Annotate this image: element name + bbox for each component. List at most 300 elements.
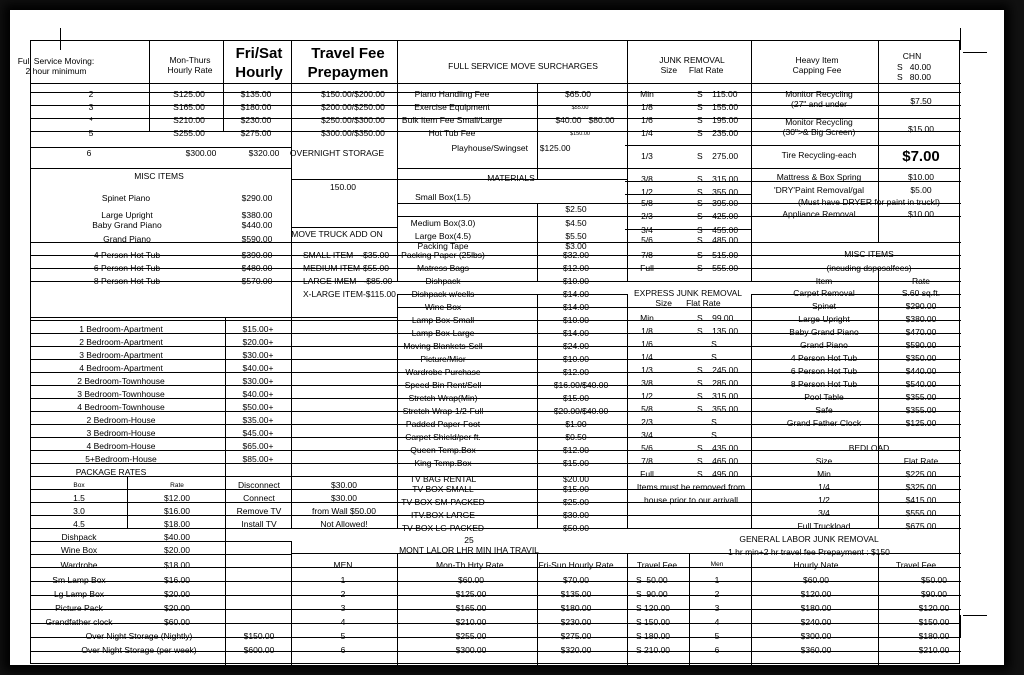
table-cell: 3/8 bbox=[641, 174, 653, 184]
table-cell: Packing Paper (25lbs) bbox=[401, 250, 485, 260]
table-cell: $30.00+ bbox=[242, 376, 274, 386]
table-cell: 5 bbox=[88, 128, 94, 138]
table-cell: Large Box(4.5) Packing Tape bbox=[414, 231, 472, 251]
table-cell: $16.00 bbox=[164, 506, 190, 516]
table-cell: $300.00/$350.00 bbox=[321, 128, 385, 138]
table-cell: $5.50 $3.00 bbox=[565, 231, 587, 251]
table-cell: $300.00 bbox=[455, 645, 487, 655]
grid-line-vertical bbox=[751, 553, 752, 665]
grid-line-horizontal bbox=[31, 450, 961, 451]
table-cell: S 150.00 bbox=[636, 617, 671, 627]
table-cell: 25 MONT LALOR LHR MIN IHA TRAVIL bbox=[399, 535, 539, 555]
table-cell: TV BOX LG-PACKED bbox=[401, 523, 485, 533]
table-cell: 5/8 bbox=[641, 198, 653, 208]
table-cell: 4 bbox=[89, 117, 93, 123]
table-cell: 1 hr min+2 hr travel fee Prepayment : $150 bbox=[728, 547, 890, 557]
table-cell: Men bbox=[710, 561, 724, 568]
table-cell: Medium Box(3.0) bbox=[410, 218, 476, 228]
table-cell: Grand Father Clock bbox=[786, 418, 862, 428]
table-cell: S 555.00 bbox=[697, 263, 739, 273]
table-cell: Pool Table bbox=[804, 392, 844, 402]
table-cell: Monitor Recycling (30">& Big Screen) bbox=[782, 117, 856, 137]
grid-line-horizontal bbox=[31, 317, 397, 318]
table-cell: $20.00 $15.00 bbox=[563, 474, 589, 494]
table-cell: Full Truckload bbox=[797, 521, 851, 531]
table-cell: 3 Bedroom-Townhouse bbox=[77, 389, 165, 399]
table-cell: Safe bbox=[815, 405, 833, 415]
table-cell: Dishpack w/cells bbox=[411, 289, 475, 299]
table-cell: $125.00 bbox=[455, 589, 487, 599]
table-cell: 3/4 bbox=[641, 430, 653, 440]
table-cell: $60.00 bbox=[803, 575, 829, 585]
table-cell: 3.0 bbox=[73, 506, 85, 516]
table-cell: 3/8 bbox=[641, 378, 653, 388]
table-cell: TV BAG RENTAL TV BOX SMALL bbox=[409, 474, 477, 494]
table-cell: $60.00 bbox=[164, 617, 190, 627]
table-cell: S 50.00 bbox=[636, 575, 668, 585]
table-cell: S bbox=[711, 339, 717, 349]
table-cell: Exercise Equipment bbox=[414, 102, 490, 112]
table-cell: $12.00 bbox=[563, 445, 589, 455]
table-cell: $180.00 bbox=[800, 603, 832, 613]
table-cell: 3 bbox=[714, 603, 720, 613]
table-cell: Heavy Item Capping Fee bbox=[792, 55, 842, 75]
table-cell: $120.00 bbox=[918, 603, 950, 613]
table-cell: 5+Bedroom-House bbox=[85, 454, 157, 464]
table-cell: Stretch Wrap-1/2-Full bbox=[402, 406, 484, 416]
table-cell: $30.00+ bbox=[242, 350, 274, 360]
table-cell: Appliance Removal bbox=[782, 209, 856, 219]
table-cell: $65.00 bbox=[565, 89, 591, 99]
table-cell: Grand Piano bbox=[800, 340, 848, 350]
table-cell: $16.00/$40.00 bbox=[553, 380, 609, 390]
table-cell: 5/6 bbox=[641, 443, 653, 453]
table-cell: Remove TV bbox=[236, 506, 282, 516]
table-cell: $0.50 bbox=[565, 432, 587, 442]
grid-line-vertical bbox=[751, 41, 752, 281]
grid-line-horizontal bbox=[291, 227, 397, 228]
grid-line-horizontal bbox=[31, 268, 961, 269]
price-sheet-table bbox=[17, 40, 960, 664]
table-cell: 5/8 bbox=[641, 404, 653, 414]
table-cell: 6 Person Hot Tub bbox=[93, 263, 161, 273]
table-cell: Fri-Sun Hourly Rate bbox=[538, 560, 614, 570]
table-cell: Dishpack bbox=[425, 276, 461, 286]
table-cell: $200.00/$250.00 bbox=[321, 102, 385, 112]
table-cell: $30.00 bbox=[331, 480, 357, 490]
table-cell: $7.00 bbox=[902, 148, 940, 165]
table-cell: Hourly Nate bbox=[793, 560, 839, 570]
table-cell: CHN bbox=[902, 51, 922, 61]
table-cell: $10.00 bbox=[563, 276, 589, 286]
table-cell: 2 Bedroom-Apartment bbox=[79, 337, 163, 347]
grid-line-vertical bbox=[878, 268, 879, 528]
table-cell: Travel Fee Prepaymen bbox=[307, 45, 389, 81]
table-cell: $150.00/$200.00 bbox=[321, 89, 385, 99]
table-cell: $300.00 bbox=[800, 631, 832, 641]
table-cell: S bbox=[711, 430, 717, 440]
table-cell: $240.00 bbox=[800, 617, 832, 627]
table-cell: FULL SERVICE MOVE SURCHARGES bbox=[448, 61, 598, 71]
table-cell: S 195.00 bbox=[697, 115, 739, 125]
table-cell: S 245.00 bbox=[697, 365, 739, 375]
table-cell: Matress Bags bbox=[417, 263, 469, 273]
grid-line-vertical bbox=[627, 41, 628, 281]
table-cell: Carpet Removal bbox=[793, 288, 855, 298]
table-cell: $225.00 bbox=[905, 469, 937, 479]
table-cell: MISC ITEMS bbox=[844, 249, 894, 259]
grid-line-vertical bbox=[627, 294, 628, 528]
table-cell: 8 Person Hot Tub bbox=[93, 276, 161, 286]
table-cell: from Wall $50.00 bbox=[312, 506, 376, 516]
table-cell: $675.00 bbox=[905, 521, 937, 531]
table-cell: S 465.00 bbox=[697, 456, 739, 466]
crop-mark bbox=[60, 28, 61, 50]
table-cell: Wardrobe bbox=[60, 560, 98, 570]
table-cell: $30.00 bbox=[331, 493, 357, 503]
table-cell: $5.00 bbox=[910, 185, 932, 195]
table-cell: S 355.00 bbox=[697, 404, 739, 414]
table-cell: Not Allowed! bbox=[320, 519, 368, 529]
table-cell: $150.00 bbox=[243, 631, 275, 641]
table-cell: BEDLOAD bbox=[848, 443, 890, 453]
table-cell: $85.00+ bbox=[242, 454, 274, 464]
table-cell: S255.00 bbox=[173, 128, 205, 138]
grid-line-horizontal bbox=[291, 179, 397, 180]
table-cell: $180.00 bbox=[918, 631, 950, 641]
table-cell: $50.00+ bbox=[242, 402, 274, 412]
table-cell: S 495.00 bbox=[697, 469, 739, 479]
table-cell: $70.00 bbox=[563, 575, 589, 585]
table-cell: 1/2 bbox=[641, 187, 653, 197]
table-cell: 1 bbox=[340, 575, 346, 585]
table-cell: $165.00 bbox=[455, 603, 487, 613]
table-cell: Over Night Storage (Nightly) bbox=[85, 631, 193, 641]
table-cell: $360.00 bbox=[800, 645, 832, 655]
table-cell: 1/8 bbox=[641, 326, 653, 336]
table-cell: 4 Bedroom-Apartment bbox=[79, 363, 163, 373]
table-cell: 1/2 bbox=[641, 391, 653, 401]
table-cell: EXPRESS JUNK REMOVAL Size Flat Rate bbox=[633, 288, 743, 308]
table-cell: S 285.00 bbox=[697, 378, 739, 388]
table-cell: $150.00 bbox=[570, 131, 590, 137]
table-cell: Sm Lamp Box bbox=[52, 575, 106, 585]
table-cell: Wardrobe Purchase bbox=[405, 367, 481, 377]
table-cell: $415.00 bbox=[905, 495, 937, 505]
table-cell: $50.00 bbox=[921, 575, 947, 585]
table-cell: 5 bbox=[714, 631, 720, 641]
table-cell: Mon-Th Hrty Rate. bbox=[436, 560, 506, 570]
table-cell: Hot Tub Fee bbox=[428, 128, 476, 138]
table-cell: Min bbox=[640, 89, 654, 99]
table-cell: S 235.00 bbox=[697, 128, 739, 138]
grid-line-horizontal bbox=[31, 242, 961, 243]
table-cell: (Must have DRYER for paint in truck!) bbox=[797, 197, 941, 207]
table-cell: 2 Bedroom-Townhouse bbox=[77, 376, 165, 386]
table-cell: $20.00 bbox=[164, 589, 190, 599]
table-cell: S165.00 bbox=[173, 102, 205, 112]
table-cell: S 135.00 bbox=[697, 326, 739, 336]
grid-line-vertical bbox=[397, 294, 398, 528]
grid-line-vertical bbox=[397, 41, 398, 281]
table-cell: Piano Handling Fee bbox=[414, 89, 490, 99]
table-cell: S210.00 bbox=[173, 115, 205, 125]
table-cell: 1/6 bbox=[641, 339, 653, 349]
table-cell: S.60 sq.ft. bbox=[901, 288, 941, 298]
grid-line-horizontal bbox=[625, 145, 961, 146]
table-cell: S 115.00 bbox=[697, 89, 738, 99]
table-cell: S 425.00 bbox=[697, 211, 739, 221]
grid-line-horizontal bbox=[31, 168, 291, 169]
table-cell: $180.00 bbox=[240, 102, 272, 112]
table-cell: $20.00/$40.00 bbox=[553, 406, 609, 416]
table-cell: Over Night Storage (per week) bbox=[81, 645, 197, 655]
table-cell: $35.00+ bbox=[242, 415, 274, 425]
grid-line-vertical bbox=[537, 294, 538, 528]
grid-line-vertical bbox=[751, 294, 752, 528]
table-cell: S 210.00 bbox=[636, 645, 671, 655]
table-cell: 6 bbox=[86, 148, 92, 158]
table-cell: Large Upright bbox=[798, 314, 850, 324]
table-cell: 6 bbox=[340, 645, 346, 655]
table-cell: Carpet Shield/per ft. bbox=[405, 432, 481, 442]
table-cell: 1/4 bbox=[641, 352, 653, 362]
table-cell: 4 Person Hot Tub bbox=[790, 353, 858, 363]
table-cell: S 99.00 bbox=[697, 313, 734, 323]
grid-line-vertical bbox=[223, 41, 224, 131]
table-cell: 1 Bedroom-Apartment bbox=[79, 324, 163, 334]
table-cell: 2/3 bbox=[641, 417, 653, 427]
table-cell: $14.00 bbox=[563, 328, 589, 338]
scanned-page bbox=[10, 10, 1004, 665]
table-cell: $50.00 bbox=[563, 523, 589, 533]
grid-line-vertical bbox=[878, 41, 879, 242]
table-cell: $20.00 bbox=[164, 545, 190, 555]
table-cell: $16.00 bbox=[164, 575, 190, 585]
table-cell: King Temp.Box bbox=[414, 458, 472, 468]
table-cell: $7.50 bbox=[910, 96, 932, 106]
table-cell: $14.00 bbox=[563, 302, 589, 312]
table-cell: $18.00 bbox=[164, 519, 190, 529]
table-cell: ITV.BOX LARGE bbox=[411, 510, 475, 520]
table-cell: S 515.00 bbox=[697, 250, 739, 260]
table-cell: S 275.00 bbox=[697, 151, 739, 161]
table-cell: $210.00 bbox=[918, 645, 950, 655]
table-cell: 2 bbox=[714, 589, 720, 599]
table-cell: house prior to our arrivall bbox=[643, 495, 739, 505]
table-cell: $290.00 bbox=[905, 301, 937, 311]
grid-line-vertical bbox=[397, 553, 398, 665]
table-cell: 1/3 bbox=[641, 365, 653, 375]
table-cell: 3 Bedroom-House bbox=[86, 428, 156, 438]
table-cell: $32.00 bbox=[563, 250, 589, 260]
table-cell: Bulk Item Fee Small/Large bbox=[401, 115, 503, 125]
table-cell: Disconnect bbox=[237, 480, 281, 490]
table-cell: S 120.00 bbox=[636, 603, 671, 613]
table-cell: Dishpack bbox=[61, 532, 97, 542]
table-cell: Lamp Box-Large bbox=[411, 328, 475, 338]
grid-line-vertical bbox=[689, 553, 690, 665]
table-cell: 4 bbox=[714, 617, 720, 627]
table-cell: 3/4 5/6 bbox=[641, 225, 653, 245]
table-cell: 5 bbox=[340, 631, 346, 641]
table-cell: 1.5 bbox=[73, 493, 85, 503]
table-cell: Travel Fee bbox=[895, 560, 937, 570]
table-cell: $230.00 bbox=[560, 617, 592, 627]
table-cell: Min bbox=[640, 313, 654, 323]
table-cell: $20.00 bbox=[164, 603, 190, 613]
table-cell: Baby Grand Piano bbox=[789, 327, 859, 337]
table-cell: $40.00 $80.00 bbox=[555, 115, 615, 125]
table-cell: $45.00+ bbox=[242, 428, 274, 438]
table-cell: MATERIALS bbox=[487, 173, 535, 183]
table-cell: Mattress & Box Spring bbox=[776, 172, 862, 182]
table-cell: Small Box(1.5) bbox=[415, 192, 471, 202]
table-cell: $90.00 bbox=[921, 589, 947, 599]
grid-line-vertical bbox=[537, 83, 538, 179]
table-cell: S 155.00 bbox=[697, 102, 739, 112]
table-cell: Picture/Mior bbox=[420, 354, 466, 364]
table-cell: $12.00 bbox=[563, 367, 589, 377]
table-cell: $600.00 bbox=[243, 645, 275, 655]
table-cell: $12.00 bbox=[164, 493, 190, 503]
table-cell: $14.00 bbox=[563, 289, 589, 299]
table-cell: MISC ITEMS bbox=[134, 171, 184, 181]
table-cell: $10.00 bbox=[563, 354, 589, 364]
table-cell: S 455.00 S 485.00 bbox=[697, 225, 739, 245]
table-cell: Full Service Moving: 2 hour minimum bbox=[17, 56, 95, 76]
table-cell: Fri/Sat Hourly bbox=[235, 45, 283, 81]
table-cell: $2.50 bbox=[565, 204, 587, 214]
table-cell: 6 Person Hot Tub bbox=[790, 366, 858, 376]
table-cell: 4 bbox=[340, 617, 346, 627]
table-cell: $250.00/$300.00 bbox=[321, 115, 385, 125]
table-cell: $40.00+ bbox=[242, 363, 274, 373]
table-cell: $150.00 bbox=[918, 617, 950, 627]
table-cell: $1.00 bbox=[565, 419, 587, 429]
table-cell: $470.00 bbox=[905, 327, 937, 337]
table-cell: Connect bbox=[243, 493, 275, 503]
table-cell: $230.00 bbox=[240, 115, 272, 125]
table-cell: Lamp Box-Small bbox=[411, 315, 475, 325]
table-cell: $255.00 bbox=[455, 631, 487, 641]
table-cell: 1/4 bbox=[818, 482, 830, 492]
table-cell: $275.00 bbox=[560, 631, 592, 641]
table-cell: $180.00 bbox=[560, 603, 592, 613]
table-cell: Grandfather clock bbox=[45, 617, 113, 627]
table-cell: 4 Bedroom-Townhouse bbox=[77, 402, 165, 412]
table-cell: $40.00+ bbox=[242, 389, 274, 399]
grid-line-vertical bbox=[291, 281, 292, 528]
table-cell: $350.00 bbox=[905, 353, 937, 363]
table-cell: 1/4 bbox=[641, 128, 653, 138]
table-cell: $18.00 bbox=[164, 560, 190, 570]
table-cell: MOVE TRUCK ADD ON bbox=[291, 229, 383, 239]
table-cell: $10.00 bbox=[908, 209, 934, 219]
table-cell: S 180.00 bbox=[636, 631, 671, 641]
table-cell: 2/3 bbox=[641, 211, 653, 221]
table-cell: 3 Bedroom-Apartment bbox=[79, 350, 163, 360]
table-cell: 4.5 bbox=[73, 519, 85, 529]
table-cell: $40.00 bbox=[164, 532, 190, 542]
table-cell: $380.00 bbox=[905, 314, 937, 324]
table-cell: 150.00 bbox=[330, 182, 356, 192]
table-cell: Playhouse/Swingset $125.00 bbox=[451, 143, 571, 153]
crop-mark bbox=[963, 52, 987, 53]
table-cell: 8 Person Hot Tub bbox=[790, 379, 858, 389]
table-cell: S bbox=[711, 352, 717, 362]
table-cell: $275.00 bbox=[240, 128, 272, 138]
table-cell: $24.00 bbox=[563, 341, 589, 351]
table-cell: Tire Recycling-each bbox=[781, 150, 857, 160]
table-cell: $290.00 bbox=[241, 193, 273, 203]
crop-mark bbox=[960, 615, 961, 637]
table-cell: S 395.00 bbox=[697, 198, 739, 208]
table-cell: 7/8 bbox=[641, 456, 653, 466]
table-cell: $380.00 bbox=[241, 210, 273, 220]
table-cell: 'DRY'Paint Removal/gal bbox=[773, 185, 865, 195]
table-cell: Flat Rate bbox=[903, 456, 939, 466]
table-cell: $210.00 bbox=[455, 617, 487, 627]
grid-line-horizontal bbox=[31, 437, 961, 438]
grid-line-horizontal bbox=[31, 255, 961, 256]
table-cell: Spinet Piano bbox=[101, 193, 151, 203]
grid-line-vertical bbox=[627, 553, 628, 665]
table-cell: X-LARGE ITEM-$115.00 bbox=[303, 289, 396, 299]
table-cell: Grand Piano bbox=[103, 234, 151, 244]
table-cell: $390.00 bbox=[241, 250, 273, 260]
table-cell: 1 bbox=[714, 575, 720, 585]
table-cell: 1/3 bbox=[641, 151, 653, 161]
grid-line-vertical bbox=[149, 41, 150, 131]
table-cell: 3 bbox=[340, 603, 346, 613]
table-cell: $440.00 bbox=[905, 366, 937, 376]
grid-line-horizontal bbox=[31, 83, 961, 84]
table-cell: $540.00 bbox=[905, 379, 937, 389]
table-cell: $65.00+ bbox=[242, 441, 274, 451]
table-cell: S 90.00 bbox=[636, 589, 668, 599]
table-cell: Full bbox=[640, 263, 654, 273]
table-cell: 1/2 bbox=[818, 495, 830, 505]
table-cell: $30.00 bbox=[563, 510, 589, 520]
table-cell: 2 bbox=[88, 89, 94, 99]
table-cell: Queen Temp.Box bbox=[410, 445, 476, 455]
grid-line-vertical bbox=[127, 476, 128, 528]
table-cell: Wine Box bbox=[60, 545, 98, 555]
table-cell: $300.00 bbox=[185, 148, 217, 158]
table-cell: S 40.00 S 80.00 bbox=[897, 62, 932, 82]
table-cell: 3 bbox=[88, 102, 94, 112]
table-cell: OVERNIGHT STORAGE bbox=[289, 148, 385, 158]
table-cell: Baby Grand Piano bbox=[92, 220, 162, 230]
table-cell: Items must be removed from bbox=[636, 482, 746, 492]
grid-line-vertical bbox=[225, 317, 226, 528]
table-cell: Rate bbox=[170, 482, 184, 489]
table-cell: PACKAGE RATES bbox=[75, 467, 147, 477]
table-cell: Spinet bbox=[811, 301, 837, 311]
table-cell: 7/8 bbox=[641, 250, 653, 260]
table-cell: $10.00 bbox=[563, 315, 589, 325]
table-cell: $60.00 bbox=[458, 575, 484, 585]
table-cell: MEN bbox=[333, 560, 353, 570]
table-cell: Rate bbox=[912, 276, 930, 286]
table-cell: $590.00 bbox=[905, 340, 937, 350]
table-cell: $10.00 bbox=[908, 172, 934, 182]
table-cell: Size bbox=[815, 456, 833, 466]
table-cell: Install TV bbox=[241, 519, 277, 529]
grid-line-vertical bbox=[291, 541, 292, 665]
table-cell: $355.00 bbox=[905, 392, 937, 402]
